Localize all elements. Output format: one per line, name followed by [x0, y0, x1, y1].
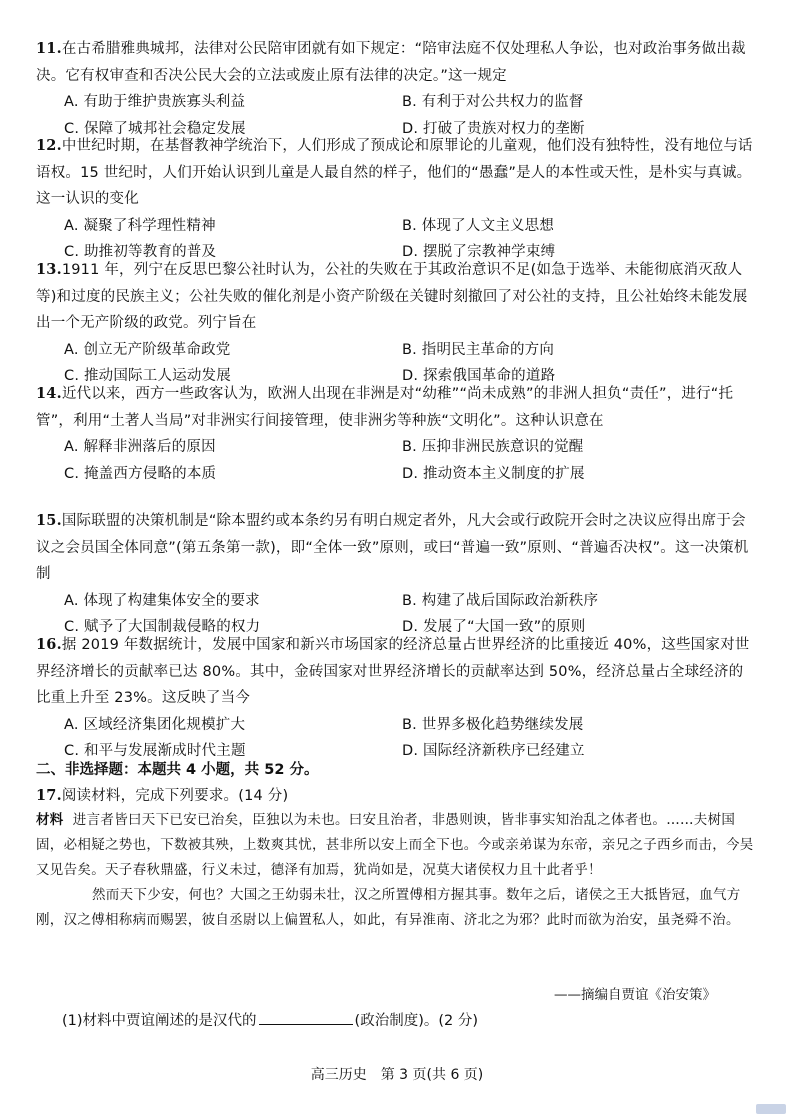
option-c: C. 赋予了大国制裁侵略的权力 — [64, 619, 261, 635]
section-heading: 二、非选择题：本题共 4 小题，共 52 分。 — [36, 762, 319, 778]
question-text: 中世纪时期，在基督教神学统治下，人们形成了预成论和原罪论的儿童观，他们没有独特性，没有地位与话语权。15 世纪时，人们开始认识到儿童是人最自然的样子，他们的“愚蠢”是人的本性或天性，是朴实与真诚。这一认识的变化 — [36, 138, 753, 207]
option-c: C. 和平与发展渐成时代主题 — [64, 743, 246, 759]
question-text: 在古希腊雅典城邦，法律对公民陪审团就有如下规定：“陪审法庭不仅处理私人争讼，也对政治事务做出裁决。它有权审查和否决公民大会的立法或废止原有法律的决定。”这一规定 — [36, 41, 746, 84]
option-a: A. 体现了构建集体安全的要求 — [64, 592, 260, 609]
material-source: ——摘编自贾谊《治安策》 — [554, 987, 716, 1003]
material-paragraph-1 — [36, 808, 760, 883]
material-passage — [36, 808, 760, 933]
option-c: C. 保障了城邦社会稳定发展 — [64, 120, 246, 137]
option-b: B. 有利于对公共权力的监督 — [402, 94, 584, 110]
question-number: 17. — [36, 787, 62, 804]
option-b: B. 压抑非洲民族意识的觉醒 — [402, 439, 584, 455]
option-c: C. 助推初等教育的普及 — [64, 244, 217, 260]
answer-blank[interactable] — [259, 1010, 353, 1025]
option-b: B. 构建了战后国际政治新秩序 — [402, 592, 599, 609]
question-14 — [36, 381, 758, 487]
question-number: 12. — [36, 137, 62, 154]
sub-question-1 — [62, 1008, 478, 1034]
option-a: A. 区域经济集团化规模扩大 — [64, 716, 246, 733]
option-a: A. 有助于维护贵族寡头利益 — [64, 94, 246, 110]
question-stem — [36, 508, 758, 588]
question-number: 11. — [36, 40, 62, 57]
question-11 — [36, 36, 758, 142]
watermark-logo — [756, 1104, 786, 1114]
option-d: D. 发展了“大国一致”的原则 — [402, 619, 586, 635]
option-d: D. 打破了贵族对权力的垄断 — [402, 120, 585, 137]
material-text: 进言者皆曰天下已安已治矣，臣独以为未也。曰安且治者，非愚则谀，皆非事实知治乱之体者也。……夫树国固，必相疑之势也，下数被其殃，上数爽其忧，甚非所以安上而全下也。今或亲弟谋为东帝，亲兄之子西乡而击，今吴又见告矣。天子春秋鼎盛，行义未过，德泽有加焉，犹尚如是，况莫大诸侯权力且十此者乎！ — [36, 812, 754, 878]
question-number: 13. — [36, 261, 62, 278]
material-paragraph-2: 然而天下少安，何也？大国之王幼弱未壮，汉之所置傅相方握其事。数年之后，诸侯之王大抵皆冠，血气方刚，汉之傅相称病而赐罢，彼自丞尉以上偏置私人，如此，有异淮南、济北之为邪？此时而欲为治安，虽尧舜不治。 — [36, 887, 741, 928]
options — [36, 434, 758, 487]
option-c: C. 推动国际工人运动发展 — [64, 368, 231, 384]
option-b: B. 世界多极化趋势继续发展 — [402, 716, 584, 733]
option-d: D. 摆脱了宗教神学束缚 — [402, 244, 556, 260]
question-16 — [36, 632, 758, 765]
question-text: 阅读材料，完成下列要求。(14 分) — [61, 788, 289, 804]
option-a: A. 解释非洲落后的原因 — [64, 439, 216, 455]
option-d: D. 国际经济新秩序已经建立 — [402, 743, 585, 759]
option-c: C. 掩盖西方侵略的本质 — [64, 465, 217, 482]
question-stem — [36, 36, 758, 89]
option-d: D. 推动资本主义制度的扩展 — [402, 465, 585, 482]
question-text: 据 2019 年数据统计，发展中国家和新兴市场国家的经济总量占世界经济的比重接近 40%，这些国家对世界经济增长的贡献率已达 80%。其中，金砖国家对世界经济增长的贡献率达到 50%，经济总量占全球经济的比重上升至 23%。这反映了当今 — [36, 637, 750, 706]
sub-question-text: (1)材料中贾谊阐述的是汉代的 — [62, 1013, 257, 1029]
question-stem — [36, 783, 758, 810]
question-stem — [36, 381, 758, 434]
question-stem — [36, 133, 758, 213]
question-text: 国际联盟的决策机制是“除本盟约或本条约另有明白规定者外，凡大会或行政院开会时之决议应得出席于会议之会员国全体同意”(第五条第一款)，即“全体一致”原则，或曰“普遍一致”原则、“普遍否决权”。这一决策机制 — [36, 513, 749, 582]
question-number: 16. — [36, 636, 62, 653]
question-12 — [36, 133, 758, 266]
question-stem — [36, 257, 758, 337]
question-text: 1911 年，列宁在反思巴黎公社时认为，公社的失败在于其政治意识不足(如急于选举、未能彻底消灭敌人等)和过度的民族主义；公社失败的催化剂是小资产阶级在关键时刻撤回了对公社的支持，且公社始终未能发展出一个无产阶级的政党。列宁旨在 — [36, 262, 748, 331]
question-15 — [36, 508, 758, 641]
question-number: 15. — [36, 512, 62, 529]
option-a: A. 创立无产阶级革命政党 — [64, 341, 231, 358]
material-label: 材料 — [36, 812, 64, 828]
option-b: B. 指明民主革命的方向 — [402, 341, 555, 358]
page-footer: 高三历史 第 3 页(共 6 页) — [310, 1067, 484, 1083]
option-d: D. 探索俄国革命的道路 — [402, 368, 556, 384]
option-a: A. 凝聚了科学理性精神 — [64, 217, 216, 234]
option-b: B. 体现了人文主义思想 — [402, 217, 555, 234]
sub-question-suffix: (政治制度)。(2 分) — [354, 1013, 479, 1029]
question-stem — [36, 632, 758, 712]
question-number: 14. — [36, 385, 62, 402]
question-17 — [36, 783, 758, 810]
question-13 — [36, 257, 758, 390]
question-text: 近代以来，西方一些政客认为，欧洲人出现在非洲是对“幼稚”“尚未成熟”的非洲人担负“责任”，进行“托管”，利用“土著人当局”对非洲实行间接管理，使非洲劣等种族“文明化”。这种认识意在 — [36, 386, 734, 429]
